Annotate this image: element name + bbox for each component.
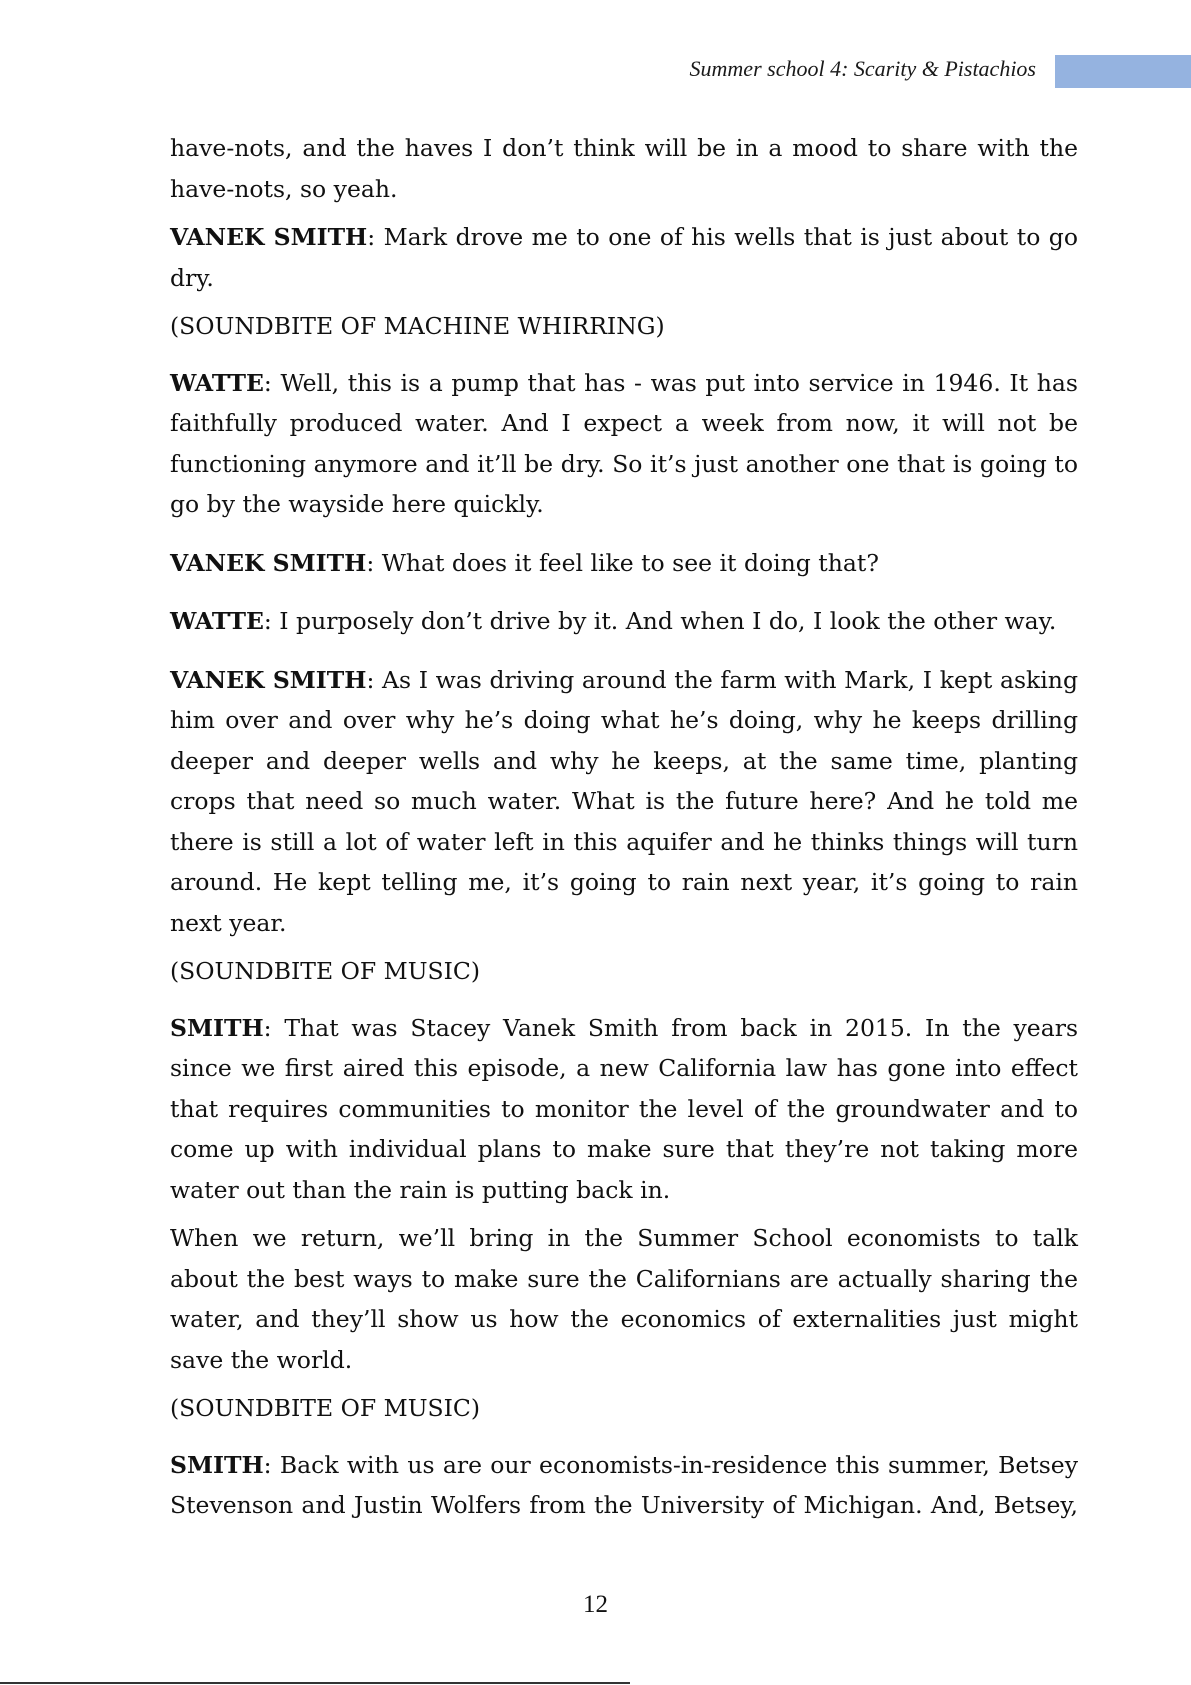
paragraph-2: [170, 217, 1078, 298]
speaker-name: VANEK SMITH: [170, 223, 368, 251]
paragraph-text: : Mark drove me to one of his wells that is just about to go dry.: [170, 223, 1078, 292]
paragraph-text: have-nots, and the haves I don’t think will be in a mood to share with the have-nots, so yeah.: [170, 134, 1078, 203]
speaker-name: WATTE: [170, 368, 264, 397]
paragraph-12: [170, 1445, 1078, 1526]
paragraph-text: When we return, we’ll bring in the Summer School economists to talk about the best ways to make sure the Californians are actually sharing the water, and they’ll show us how the economics of externalities just might save the world.: [170, 1224, 1078, 1374]
header-accent-bar: [1055, 55, 1191, 88]
speaker-name: SMITH: [170, 1013, 264, 1042]
page-number: 12: [583, 1591, 608, 1618]
speaker-name: WATTE: [170, 607, 264, 635]
running-header-title: Summer school 4: Scarity & Pistachios: [689, 56, 1036, 81]
paragraph-text: : Well, this is a pump that has - was put into service in 1946. It has faithfully produced water. And I expect a week from now, it will not be functioning anymore and it’ll be dry. So it’s just another one that is going to go by the wayside here quickly.: [170, 368, 1078, 518]
soundbite-cue: (SOUNDBITE OF MACHINE WHIRRING): [170, 312, 665, 340]
paragraph-8: [170, 951, 1078, 992]
footer-divider: [0, 1682, 630, 1684]
paragraph-5: [170, 543, 1078, 584]
paragraph-4: [170, 363, 1078, 525]
paragraph-3: [170, 306, 1078, 347]
paragraph-text: : I purposely don’t drive by it. And when I do, I look the other way.: [263, 607, 1057, 635]
paragraph-11: [170, 1388, 1078, 1429]
speaker-name: VANEK SMITH: [170, 665, 367, 694]
paragraph-7: [170, 660, 1078, 944]
transcript-body: [170, 128, 1078, 1526]
paragraph-10: [170, 1218, 1078, 1380]
paragraph-6: [170, 601, 1078, 642]
soundbite-cue: (SOUNDBITE OF MUSIC): [170, 957, 481, 985]
soundbite-cue: (SOUNDBITE OF MUSIC): [170, 1394, 481, 1422]
paragraph-text: : That was Stacey Vanek Smith from back in 2015. In the years since we first aired this episode, a new California law has gone into effect that requires communities to monitor the level of the groundwater and to come up with individual plans to make sure that they’re not taking more water out than the rain is putting back in.: [170, 1013, 1078, 1204]
speaker-name: SMITH: [170, 1450, 264, 1479]
paragraph-text: : What does it feel like to see it doing that?: [366, 548, 879, 577]
paragraph-1: [170, 128, 1078, 209]
paragraph-text: : Back with us are our economists-in-residence this summer, Betsey Stevenson and Justin Wolfers from the University of Michigan. And, Betsey,: [170, 1450, 1078, 1519]
speaker-name: VANEK SMITH: [170, 548, 367, 577]
paragraph-9: [170, 1008, 1078, 1211]
paragraph-text: : As I was driving around the farm with Mark, I kept asking him over and over why he’s doing what he’s doing, why he keeps drilling deeper and deeper wells and why he keeps, at the same time, planting crops that need so much water. What is the future here? And he told me there is still a lot of water left in this aquifer and he thinks things will turn around. He kept telling me, it’s going to rain next year, it’s going to rain next year.: [170, 665, 1078, 937]
